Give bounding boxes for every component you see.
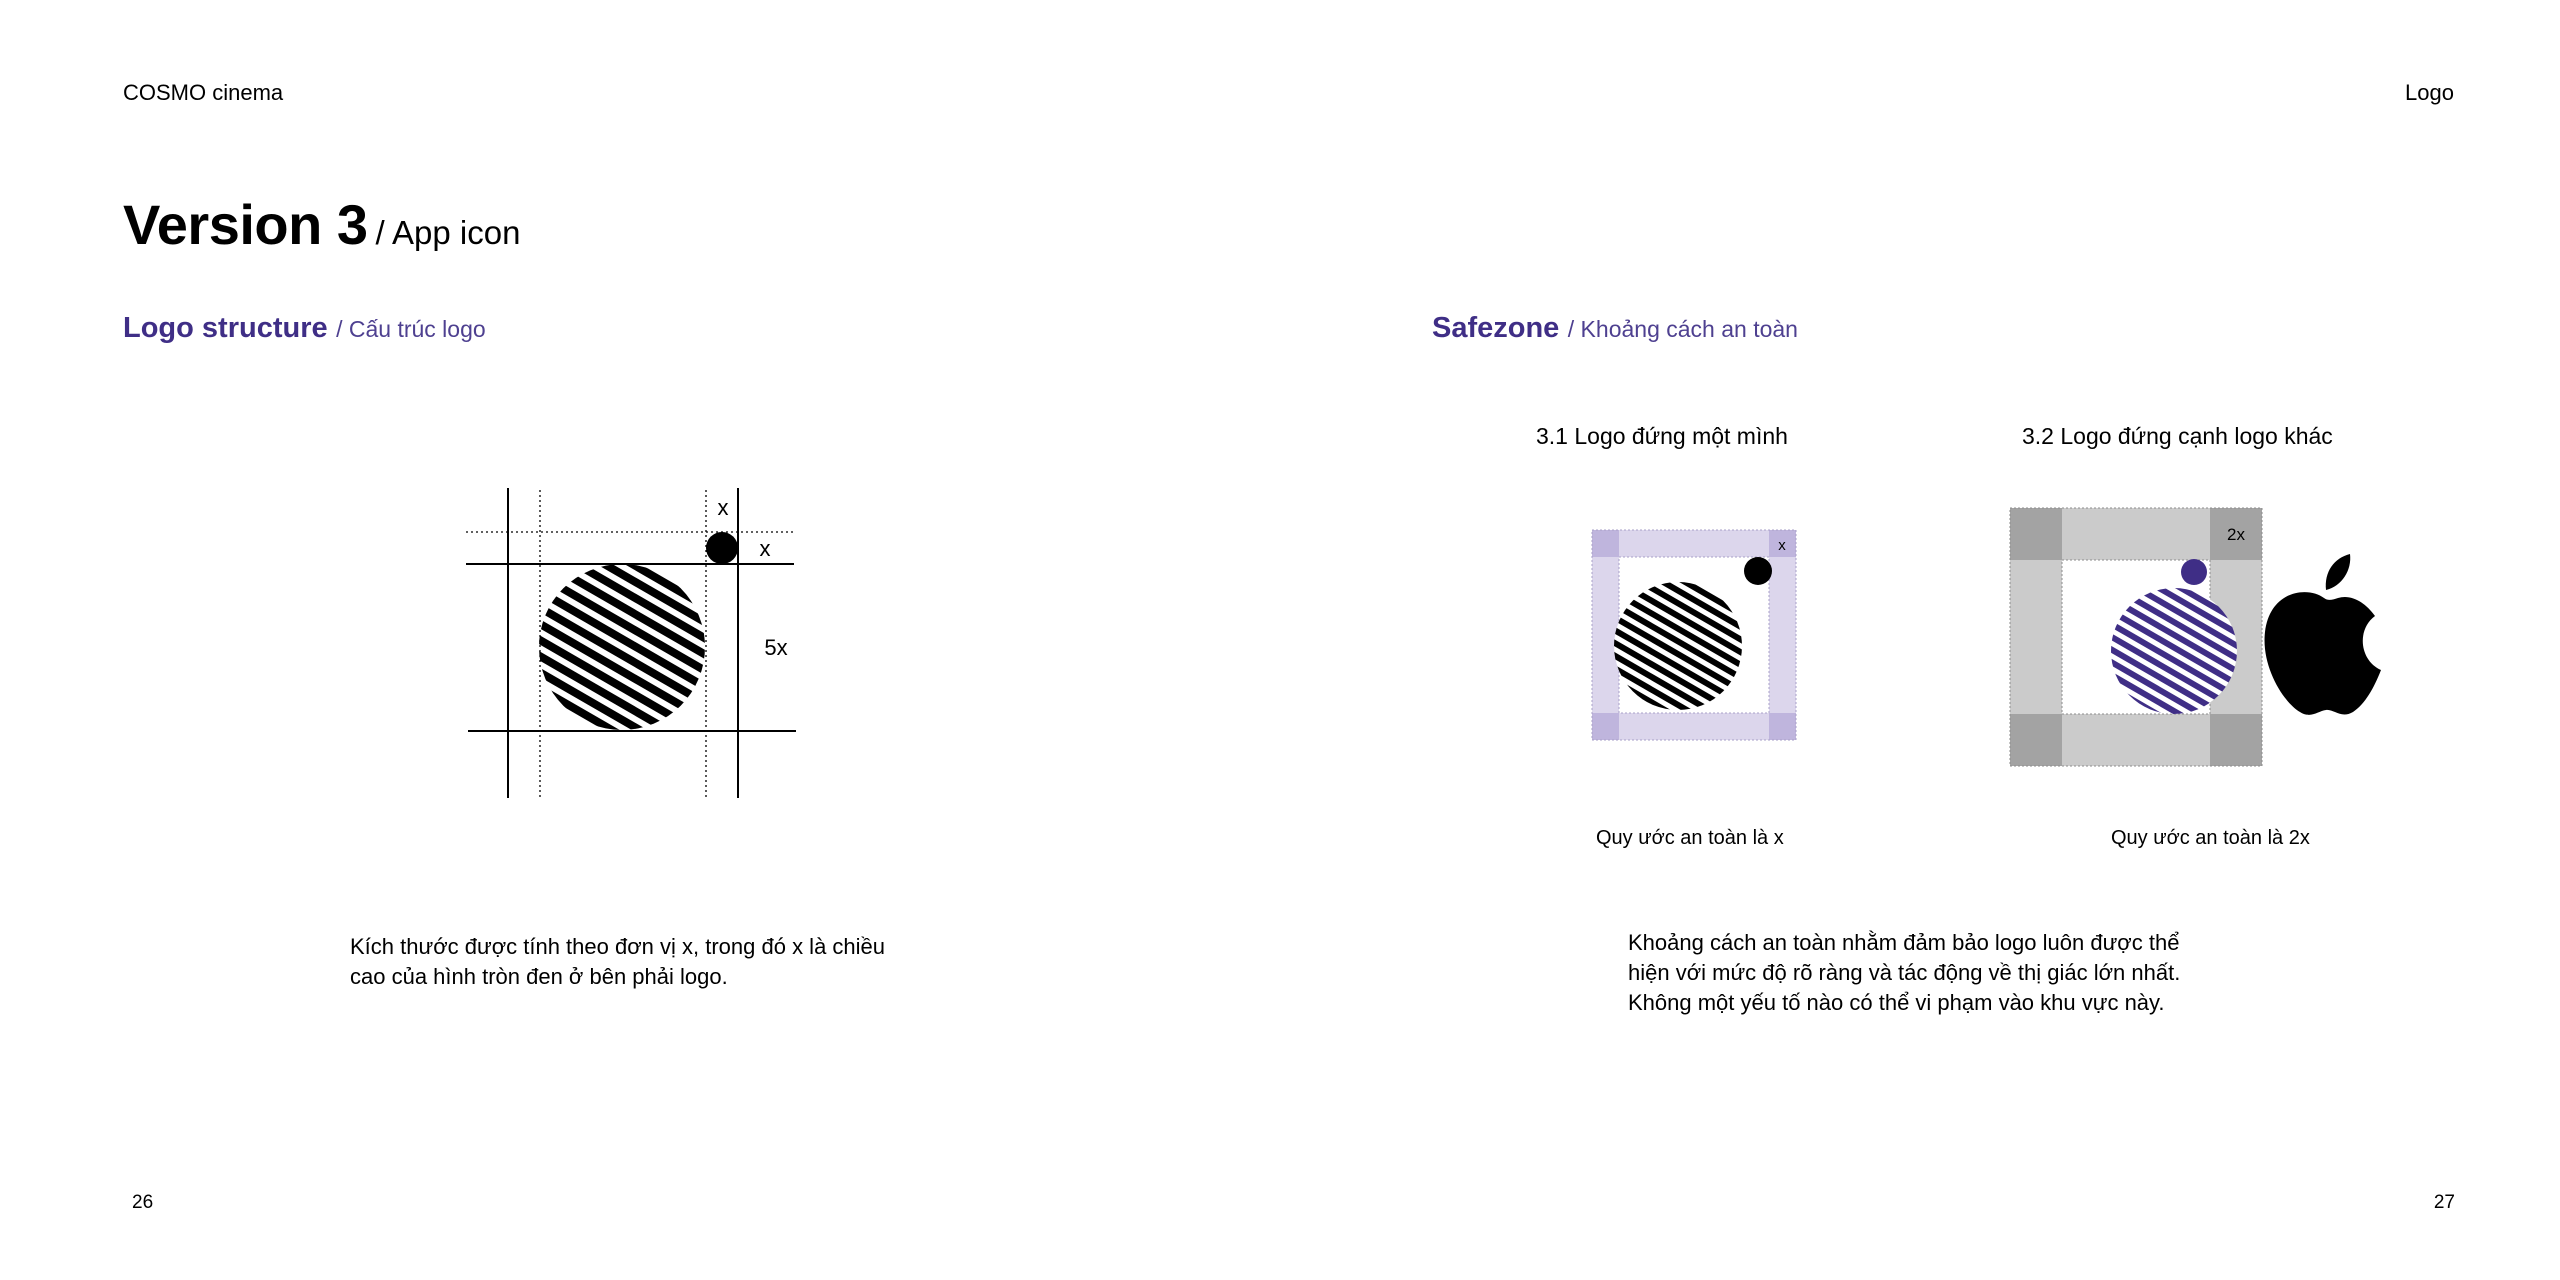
safezone-heading [1432,312,1798,345]
page-number-right: 27 [2433,1192,2455,1213]
brand-name: COSMO cinema [123,80,284,105]
safezone-unit-x: x [1778,537,1786,554]
description-line: Kích thước được tính theo đơn vị x, trong đó x là chiều [350,934,886,959]
description-line: cao của hình tròn đen ở bên phải logo. [350,964,728,989]
safezone-unit-2x: 2x [2227,525,2245,544]
label-x-side: x [759,536,771,561]
page-number-left: 26 [132,1192,154,1213]
safezone-title: Safezone [1432,312,1560,344]
description-line: Khoảng cách an toàn nhằm đảm bảo logo luôn được thể [1628,930,2180,955]
logo-structure-heading [123,312,486,345]
safezone-subtitle: / Khoảng cách an toàn [1567,316,1798,342]
safezone-beside-diagram [2008,506,2398,770]
description-line: Không một yếu tố nào có thể vi phạm vào khu vực này. [1628,990,2165,1015]
label-5x: 5x [764,635,788,660]
case2-title: 3.2 Logo đứng cạnh logo khác [2022,423,2333,449]
page-title [123,192,520,257]
section-name: Logo [2405,80,2454,105]
page-title-sub: / App icon [375,214,521,251]
apple-logo-icon [2265,554,2381,715]
safezone-description [1628,928,2288,1018]
logo-structure-title: Logo structure [123,312,328,344]
description-line: hiện với mức độ rõ ràng và tác động về thị giác lớn nhất. [1628,960,2181,985]
logo-structure-description [350,932,990,992]
logo-structure-subtitle: / Cấu trúc logo [336,316,486,342]
case1-caption: Quy ước an toàn là x [1596,827,1784,849]
logo-structure-diagram [460,480,820,810]
label-x-top: x [717,495,729,520]
case1-title: 3.1 Logo đứng một mình [1536,423,1788,449]
safezone-alone-diagram [1590,528,1800,742]
case2-caption: Quy ước an toàn là 2x [2111,827,2310,849]
page-title-main: Version 3 [123,193,368,256]
